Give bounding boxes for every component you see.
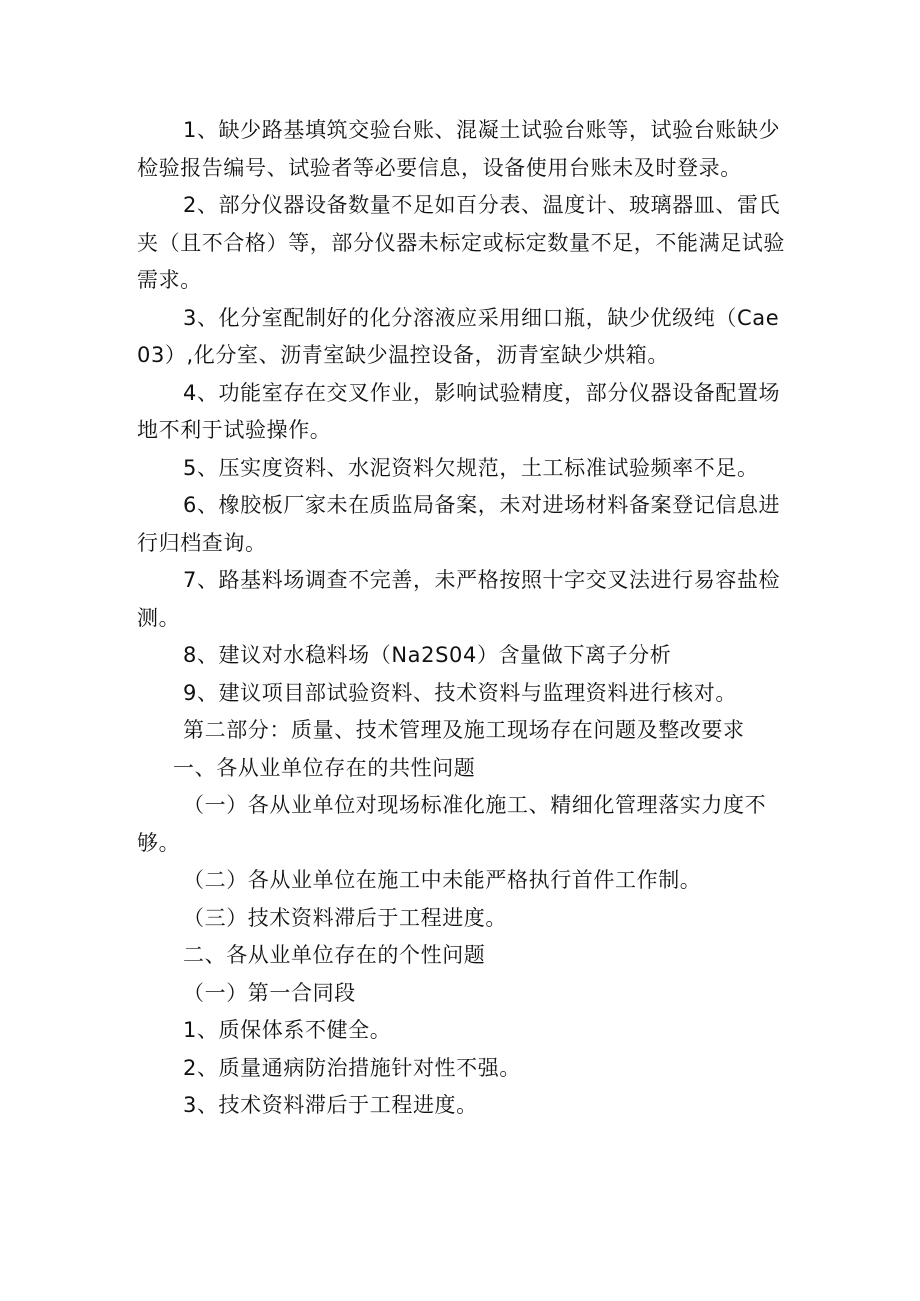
paragraph-3: 3、化分室配制好的化分溶液应采用细口瓶，缺少优级纯（Cae03）,化分室、沥青室缺少温控设备，沥青室缺少烘箱。 — [137, 305, 780, 367]
subsection-contract-section-1: （一）第一合同段 — [183, 980, 356, 1005]
paragraph-6: 6、橡胶板厂家未在质监局备案，未对进场材料备案登记信息进行归档查询。 — [137, 493, 781, 555]
paragraph-9: 9、建议项目部试验资料、技术资料与监理资料进行核对。 — [183, 680, 737, 705]
common-issue-1: （一）各从业单位对现场标准化施工、精细化管理落实力度不够。 — [137, 793, 767, 855]
paragraph-7: 7、路基料场调查不完善，未严格按照十字交叉法进行易容盐检测。 — [137, 568, 781, 630]
common-issue-2: （二）各从业单位在施工中未能严格执行首件工作制。 — [183, 868, 702, 892]
paragraph-5: 5、压实度资料、水泥资料欠规范，土工标准试验频率不足。 — [183, 455, 759, 480]
individual-issue-2: 2、质量通病防治措施针对性不强。 — [183, 1055, 521, 1080]
common-issue-3: （三）技术资料滞后于工程进度。 — [183, 905, 507, 930]
section-heading-common-issues: 一、各从业单位存在的共性问题 — [173, 755, 476, 780]
document-body — [137, 112, 787, 1125]
paragraph-2: 2、部分仪器设备数量不足如百分表、温度计、玻璃器皿、雷氏夹（且不合格）等，部分仪器未标定或标定数量不足，不能满足试验需求。 — [137, 193, 785, 292]
paragraph-1: 1、缺少路基填筑交验台账、混凝土试验台账等，试验台账缺少检验报告编号、试验者等必要信息，设备使用台账未及时登录。 — [137, 118, 781, 180]
individual-issue-1: 1、质保体系不健全。 — [183, 1018, 392, 1042]
section-heading-individual-issues: 二、各从业单位存在的个性问题 — [183, 943, 486, 967]
paragraph-8: 8、建议对水稳料场（Na2S04）含量做下离子分析 — [183, 643, 672, 667]
individual-issue-3: 3、技术资料滞后于工程进度。 — [183, 1093, 478, 1117]
part-two-heading: 第二部分：质量、技术管理及施工现场存在问题及整改要求 — [183, 718, 745, 742]
paragraph-4: 4、功能室存在交叉作业，影响试验精度，部分仪器设备配置场地不利于试验操作。 — [137, 380, 781, 442]
